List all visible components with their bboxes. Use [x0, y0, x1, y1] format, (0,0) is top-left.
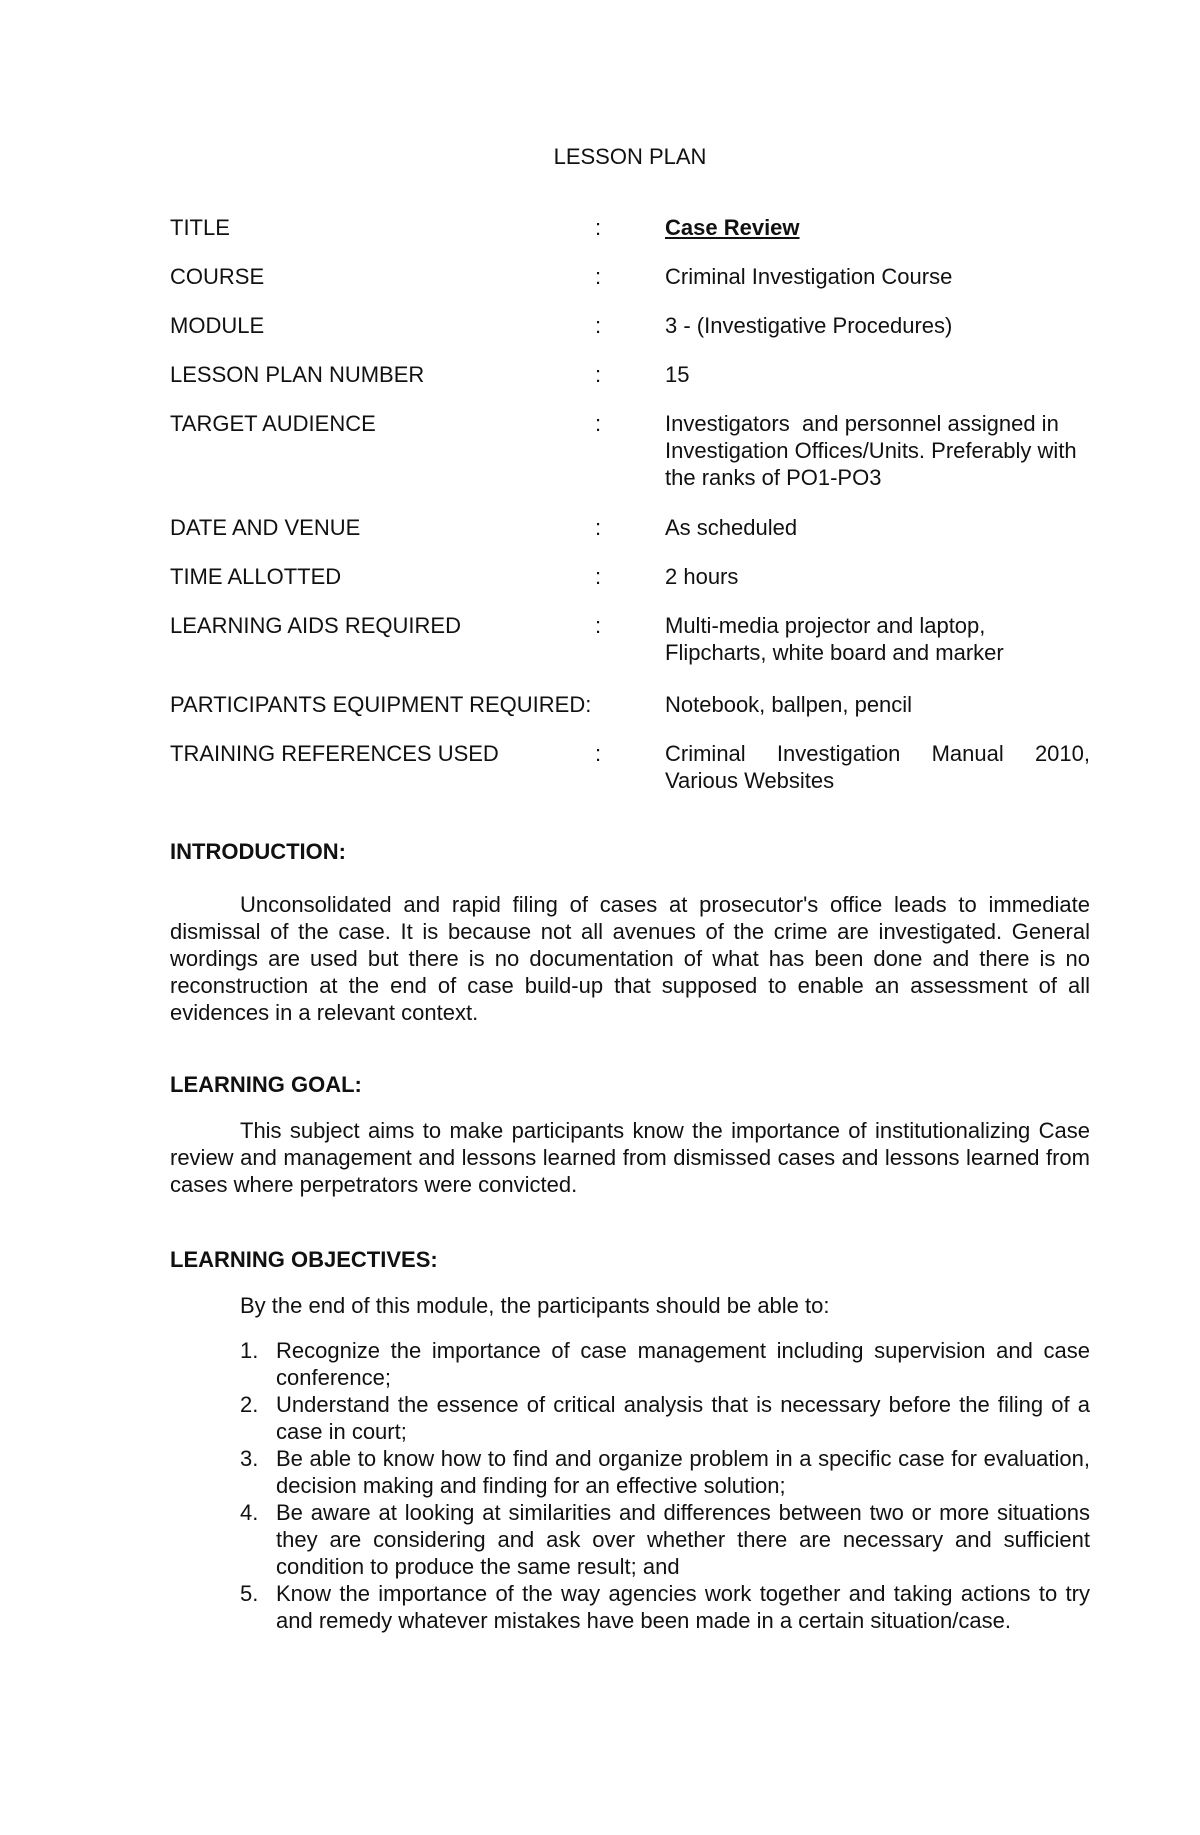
info-colon: : [595, 564, 602, 589]
info-label: LESSON PLAN NUMBER [170, 362, 425, 387]
info-value: Criminal Investigation Course [665, 264, 953, 289]
info-label: LEARNING AIDS REQUIRED [170, 613, 461, 638]
info-value: 2 hours [665, 564, 739, 589]
list-item [240, 1445, 1090, 1499]
learning-goal-heading: LEARNING GOAL: [170, 1072, 362, 1097]
list-item-text: Recognize the importance of case management including supervision and case conference; [276, 1338, 1090, 1390]
list-item [240, 1499, 1090, 1580]
learning-objectives-intro: By the end of this module, the participants should be able to: [240, 1293, 830, 1318]
list-item-number: 3. [240, 1446, 259, 1471]
list-item-number: 5. [240, 1581, 259, 1606]
info-colon: : [595, 313, 602, 338]
list-item [240, 1337, 1090, 1391]
list-item [240, 1580, 1090, 1634]
list-item-text: Know the importance of the way agencies work together and taking actions to try and remedy whatever mistakes have been made in a certain situation/case. [276, 1581, 1090, 1633]
info-colon: : [595, 515, 602, 540]
learning-objectives-list [240, 1337, 1090, 1634]
info-colon: : [595, 411, 602, 436]
list-item-number: 1. [240, 1338, 259, 1363]
info-label: PARTICIPANTS EQUIPMENT REQUIRED: [170, 692, 592, 717]
info-value: As scheduled [665, 515, 798, 540]
info-value: Case Review [665, 215, 800, 240]
learning-goal-paragraph: This subject aims to make participants know the importance of institutionalizing Case review and management and lessons learned from dismissed cases and lessons learned from cases where perpetrators were convicted. [170, 1118, 1090, 1197]
info-label: TIME ALLOTTED [170, 564, 342, 589]
list-item-text: Be aware at looking at similarities and differences between two or more situations they are considering and ask over whether there are necessary and sufficient condition to produce the same result; and [276, 1500, 1090, 1579]
list-item [240, 1391, 1090, 1445]
info-label: TITLE [170, 215, 230, 240]
info-label: TARGET AUDIENCE [170, 411, 376, 436]
info-value: Notebook, ballpen, pencil [665, 692, 913, 717]
learning-objectives-heading: LEARNING OBJECTIVES: [170, 1247, 438, 1272]
list-item-text: Be able to know how to find and organize problem in a specific case for evaluation, decision making and finding for an effective solution; [276, 1446, 1090, 1498]
list-item-text: Understand the essence of critical analysis that is necessary before the filing of a case in court; [276, 1392, 1090, 1444]
document-page [170, 0, 1090, 1835]
info-label: TRAINING REFERENCES USED [170, 741, 499, 766]
info-colon: : [595, 362, 602, 387]
introduction-paragraph: Unconsolidated and rapid filing of cases at prosecutor's office leads to immediate dismissal of the case. It is because not all avenues of the crime are investigated. General wordings are used but there is no documentation of what has been done and there is no reconstruction at the end of case build-up that supposed to enable an assessment of all evidences in a relevant context. [170, 892, 1090, 1025]
document-title: LESSON PLAN [553, 144, 707, 169]
info-value: 3 - (Investigative Procedures) [665, 313, 953, 338]
info-colon: : [595, 741, 602, 766]
info-value: Multi-media projector and laptop, Flipcharts, white board and marker [665, 613, 1004, 665]
info-value: 15 [665, 362, 690, 387]
list-item-number: 4. [240, 1500, 259, 1525]
info-value: Criminal Investigation Manual 2010, Various Websites [665, 741, 1090, 793]
info-colon: : [595, 613, 602, 638]
info-value: Investigators and personnel assigned in Investigation Offices/Units. Preferably with the ranks of PO1-PO3 [665, 411, 1083, 490]
introduction-heading: INTRODUCTION: [170, 839, 346, 864]
info-colon: : [595, 215, 602, 240]
info-label: COURSE [170, 264, 265, 289]
info-label: MODULE [170, 313, 265, 338]
info-colon: : [595, 264, 602, 289]
list-item-number: 2. [240, 1392, 259, 1417]
info-label: DATE AND VENUE [170, 515, 361, 540]
